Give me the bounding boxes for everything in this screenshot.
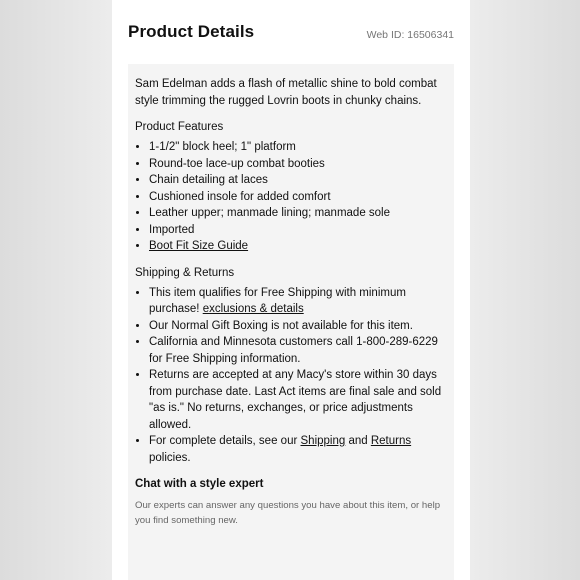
shipping-link[interactable]: Shipping <box>300 435 346 447</box>
list-item: • Returns are accepted at any Macy's store within 30 days from purchase date. Last Act items are final sale and sold "as is." No returns, exchanges, or price adjustments allowed. <box>149 367 447 433</box>
shipping-item-text: For complete details, see our <box>149 435 301 447</box>
returns-link[interactable]: Returns <box>370 435 412 447</box>
list-item: • 1-1/2" block heel; 1" platform <box>149 139 447 156</box>
shipping-item-text: This item qualifies for Free Shipping with minimum purchase! <box>149 286 406 315</box>
web-id: Web ID: 16506341 <box>366 29 454 41</box>
list-item: • Cushioned insole for added comfort <box>149 189 447 206</box>
features-list <box>135 139 447 255</box>
header <box>128 22 454 50</box>
list-item <box>149 285 447 318</box>
exclusions-link[interactable]: exclusions & details <box>202 303 304 315</box>
page-title: Product Details <box>128 22 255 41</box>
shipping-list <box>135 285 447 467</box>
details-card <box>128 64 454 580</box>
list-item: • Round-toe lace-up combat booties <box>149 156 447 173</box>
features-title: Product Features <box>135 121 224 133</box>
shipping-title: Shipping & Returns <box>135 266 235 279</box>
chat-text: Our experts can answer any questions you have about this item, or help you find something new. <box>135 500 441 526</box>
list-item: • Chain detailing at laces <box>149 172 447 189</box>
list-item <box>149 433 447 466</box>
shipping-item-text: and <box>345 435 371 447</box>
list-item <box>149 238 447 255</box>
list-item: • California and Minnesota customers call 1-800-289-6229 for Free Shipping information. <box>149 334 447 367</box>
list-item: • Leather upper; manmade lining; manmade sole <box>149 205 447 222</box>
list-item: • Our Normal Gift Boxing is not available for this item. <box>149 318 447 335</box>
product-details-panel <box>112 0 470 580</box>
list-item: • Imported <box>149 222 447 239</box>
shipping-item-text: policies. <box>149 451 191 464</box>
size-guide-link[interactable]: Boot Fit Size Guide <box>149 240 249 252</box>
chat-title: Chat with a style expert <box>135 478 264 490</box>
product-description: Sam Edelman adds a flash of metallic shine to bold combat style trimming the rugged Lovrin boots in chunky chains. <box>135 78 437 107</box>
